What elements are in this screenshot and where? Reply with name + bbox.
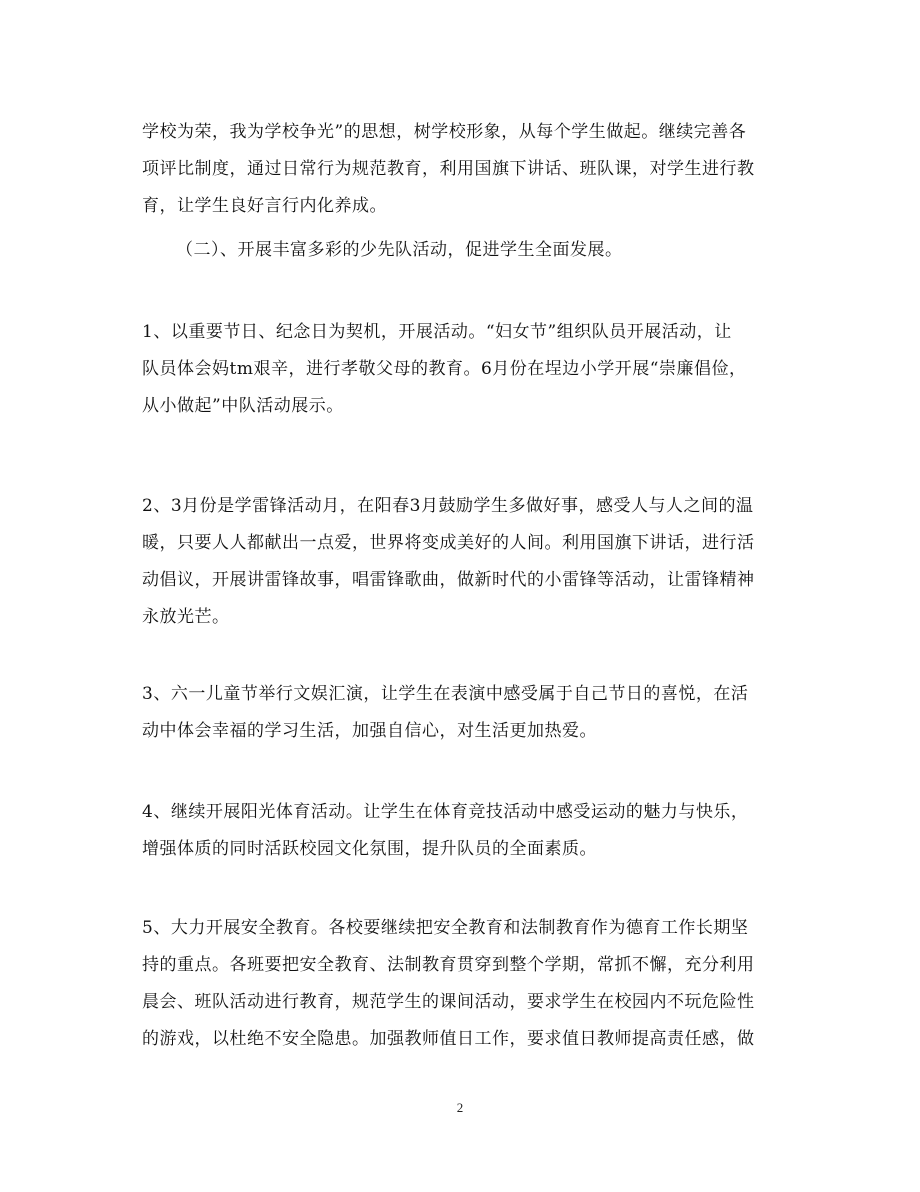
page-number: 2 [456, 1100, 464, 1115]
text-line: （二）、开展丰富多彩的少先队活动，促进学生全面发展。 [176, 240, 623, 260]
list-item-5 [142, 910, 782, 1058]
text-line: 持的重点。各班要把安全教育、法制教育贯穿到整个学期，常抓不懈，充分利用 [142, 955, 755, 975]
text-line: 增强体质的同时活跃校园文化氛围，提升队员的全面素质。 [142, 839, 597, 859]
text-line: 动倡议，开展讲雷锋故事，唱雷锋歌曲，做新时代的小雷锋等活动，让雷锋精神 [142, 570, 755, 590]
text-line: 1、以重要节日、纪念日为契机，开展活动。“妇女节”组织队员开展活动，让 [142, 322, 732, 342]
list-item-1 [142, 314, 782, 425]
text-line: 晨会、班队活动进行教育，规范学生的课间活动，要求学生在校园内不玩危险性 [142, 992, 755, 1012]
text-line: 的游戏，以杜绝不安全隐患。加强教师值日工作，要求值日教师提高责任感，做 [142, 1029, 755, 1049]
text-line: 2、3月份是学雷锋活动月，在阳春3月鼓励学生多做好事，感受人与人之间的温 [142, 496, 754, 516]
text-line: 从小做起”中队活动展示。 [142, 396, 344, 416]
text-line: 育，让学生良好言行内化养成。 [142, 196, 387, 216]
section-heading [142, 232, 782, 269]
paragraph-intro [142, 114, 782, 225]
text-line: 永放光芒。 [142, 607, 230, 627]
text-line: 项评比制度，通过日常行为规范教育，利用国旗下讲话、班队课，对学生进行教 [142, 159, 755, 179]
text-line: 3、六一儿童节举行文娱汇演，让学生在表演中感受属于自己节日的喜悦，在活 [142, 684, 749, 704]
list-item-3 [142, 676, 782, 750]
text-line: 学校为荣，我为学校争光”的思想，树学校形象，从每个学生做起。继续完善各 [142, 122, 747, 142]
text-line: 5、大力开展安全教育。各校要继续把安全教育和法制教育作为德育工作长期坚 [142, 918, 749, 938]
list-item-4 [142, 794, 782, 868]
text-line: 动中体会幸福的学习生活，加强自信心，对生活更加热爱。 [142, 721, 597, 741]
text-line: 4、继续开展阳光体育活动。让学生在体育竞技活动中感受运动的魅力与快乐， [142, 802, 749, 822]
text-line: 队员体会妈tm艰辛，进行孝敬父母的教育。6月份在埕边小学开展“崇廉倡俭， [142, 359, 747, 379]
list-item-2 [142, 488, 782, 636]
text-line: 暖，只要人人都献出一点爱，世界将变成美好的人间。利用国旗下讲话，进行活 [142, 533, 755, 553]
